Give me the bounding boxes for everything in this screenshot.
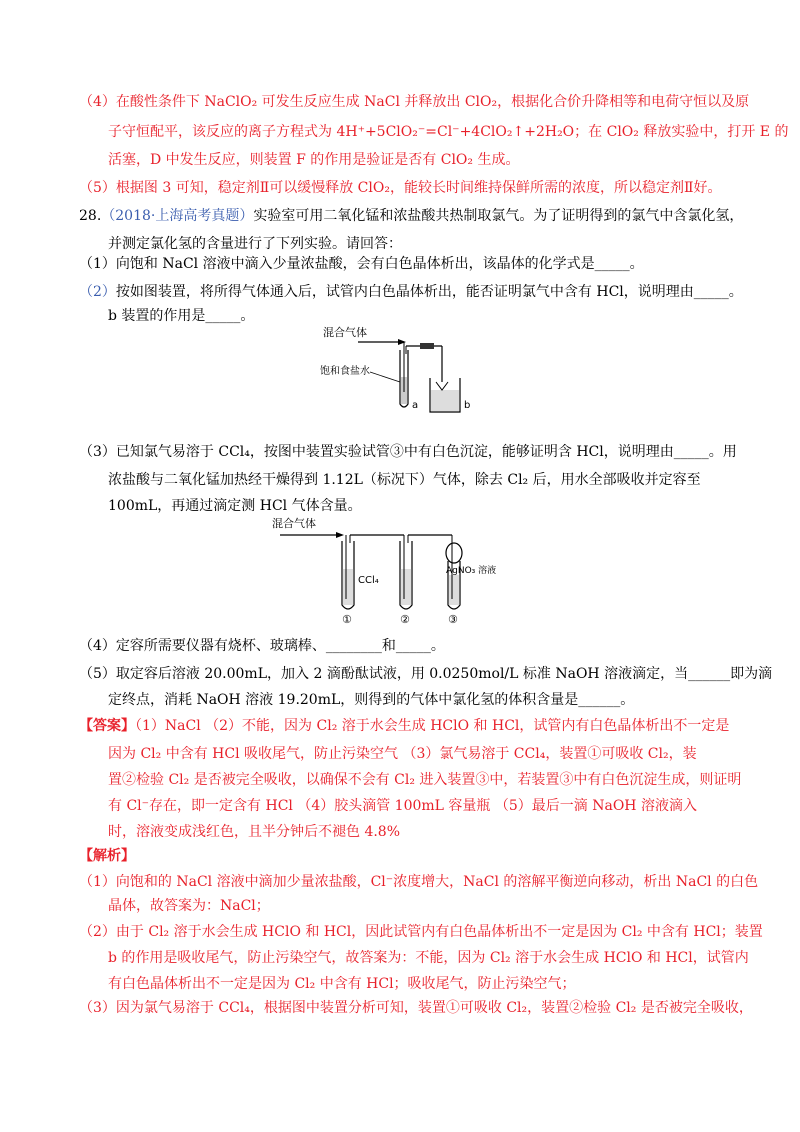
analysis-part2-line1: （2）由于 Cl₂ 溶于水会生成 HClO 和 HCl，因此试管内有白色晶体析出不一定是因为 Cl₂ 中含有 HCl；装置 xyxy=(79,924,763,940)
question-source: （2018·上海高考真题） xyxy=(101,208,254,224)
fig2-tube2-label: ② xyxy=(400,613,410,625)
part2-text: 按如图装置，将所得气体通入后，试管内白色晶体析出，能否证明氯气中含有 HCl，说明理由_____。 xyxy=(115,284,743,300)
fig2-tube3-label: ③ xyxy=(448,613,458,625)
answer-line5: 时，溶液变成浅红色，且半分钟后不褪色 4.8% xyxy=(108,824,401,840)
question-stem-line2: 并测定氯化氢的含量进行了下列实验。请回答： xyxy=(108,236,402,252)
analysis-part2-line3: 有白色晶体析出不一定是因为 Cl₂ 中含有 HCl；吸收尾气，防止污染空气； xyxy=(108,976,576,992)
sec4-line2: 子守恒配平，该反应的离子方程式为 4H⁺+5ClO₂⁻=Cl⁻+4ClO₂↑+2H₂O；在 ClO₂ 释放实验中，打开 E 的 xyxy=(108,124,789,140)
part1-question: （1）向饱和 NaCl 溶液中滴入少量浓盐酸，会有白色晶体析出，该晶体的化学式是_____。 xyxy=(79,256,644,272)
fig2-gas-label: 混合气体 xyxy=(272,517,316,530)
part2-question xyxy=(79,282,743,302)
analysis-part2-line2: b 的作用是吸收尾气，防止污染空气，故答案为：不能，因为 Cl₂ 溶于水会生成 HClO 和 HCl，试管内 xyxy=(108,950,749,966)
answer-line3: 置②检验 Cl₂ 是否被完全吸收，以确保不会有 Cl₂ 进入装置③中，若装置③中有白色沉淀生成，则证明 xyxy=(108,772,742,788)
analysis-tag: 【解析】 xyxy=(79,848,135,864)
analysis-part3-line1: （3）因为氯气易溶于 CCl₄，根据图中装置分析可知，装置①可吸收 Cl₂，装置②检验 Cl₂ 是否被完全吸收， xyxy=(79,1000,753,1016)
analysis-part1-line2: 晶体，故答案为：NaCl； xyxy=(108,898,270,914)
part2-question-line2: b 装置的作用是_____。 xyxy=(108,308,255,324)
apparatus-figure-1 xyxy=(320,322,490,417)
fig1-gas-label: 混合气体 xyxy=(323,326,367,339)
part5-question-line2: 定终点，消耗 NaOH 溶液 19.20mL，则得到的气体中氯化氢的体积含量是______。 xyxy=(108,692,635,708)
fig1-tube-a-label: a xyxy=(412,400,419,411)
answer-line1 xyxy=(79,716,729,736)
part3-question-line3: 100mL，再通过滴定测 HCl 气体含量。 xyxy=(108,498,362,514)
part5-question-line1: （5）取定容后溶液 20.00mL，加入 2 滴酚酞试液，用 0.0250mol/L 标准 NaOH 溶液滴定，当______即为滴 xyxy=(79,666,773,682)
fig2-tube1-label: ① xyxy=(342,613,352,625)
analysis-part1-line1: （1）向饱和的 NaCl 溶液中滴加少量浓盐酸，Cl⁻浓度增大，NaCl 的溶解平衡逆向移动，析出 NaCl 的白色 xyxy=(79,874,759,890)
question-number: 28. xyxy=(79,208,102,224)
sec4-line3: 活塞，D 中发生反应，则装置 F 的作用是验证是否有 ClO₂ 生成。 xyxy=(108,152,520,168)
sec5-line: （5）根据图 3 可知，稳定剂Ⅱ可以缓慢释放 ClO₂，能较长时间维持保鲜所需的浓度，所以稳定剂Ⅱ好。 xyxy=(79,180,722,196)
fig2-agno3-label: AgNO₃ 溶液 xyxy=(446,566,497,576)
part3-question-line2: 浓盐酸与二氧化锰加热经干燥得到 1.12L（标况下）气体，除去 Cl₂ 后，用水全部吸收并定容至 xyxy=(108,472,701,488)
question-stem-line1: 实验室可用二氧化锰和浓盐酸共热制取氯气。为了证明得到的氯气中含氯化氢， xyxy=(253,208,744,224)
answer-line2: 因为 Cl₂ 中含有 HCl 吸收尾气，防止污染空气 （3）氯气易溶于 CCl₄，装置①可吸收 Cl₂，装 xyxy=(108,746,697,762)
part4-question: （4）定容所需要仪器有烧杯、玻璃棒、________和_____。 xyxy=(79,638,445,654)
question-28-header xyxy=(79,206,743,226)
fig1-beaker-b-label: b xyxy=(464,400,471,411)
answer-line4: 有 Cl⁻存在，即一定含有 HCl （4）胶头滴管 100mL 容量瓶 （5）最后一滴 NaOH 溶液滴入 xyxy=(108,798,697,814)
apparatus-figure-2 xyxy=(270,513,500,625)
fig2-ccl4-label: CCl₄ xyxy=(358,575,379,586)
answer-tag: 【答案】 xyxy=(79,718,135,734)
sec4-line1: （4）在酸性条件下 NaClO₂ 可发生反应生成 NaCl 并释放出 ClO₂，根据化合价升降相等和电荷守恒以及原 xyxy=(79,94,750,110)
part3-question-line1: （3）已知氯气易溶于 CCl₄，按图中装置实验试管③中有白色沉淀，能够证明含 HCl，说明理由_____。用 xyxy=(79,444,737,460)
fig1-solution-label: 饱和食盐水 xyxy=(320,366,370,377)
answer-text1: （1）NaCl （2）不能，因为 Cl₂ 溶于水会生成 HClO 和 HCl，试管内有白色晶体析出不一定是 xyxy=(135,718,730,734)
part2-number: （2） xyxy=(79,284,116,300)
